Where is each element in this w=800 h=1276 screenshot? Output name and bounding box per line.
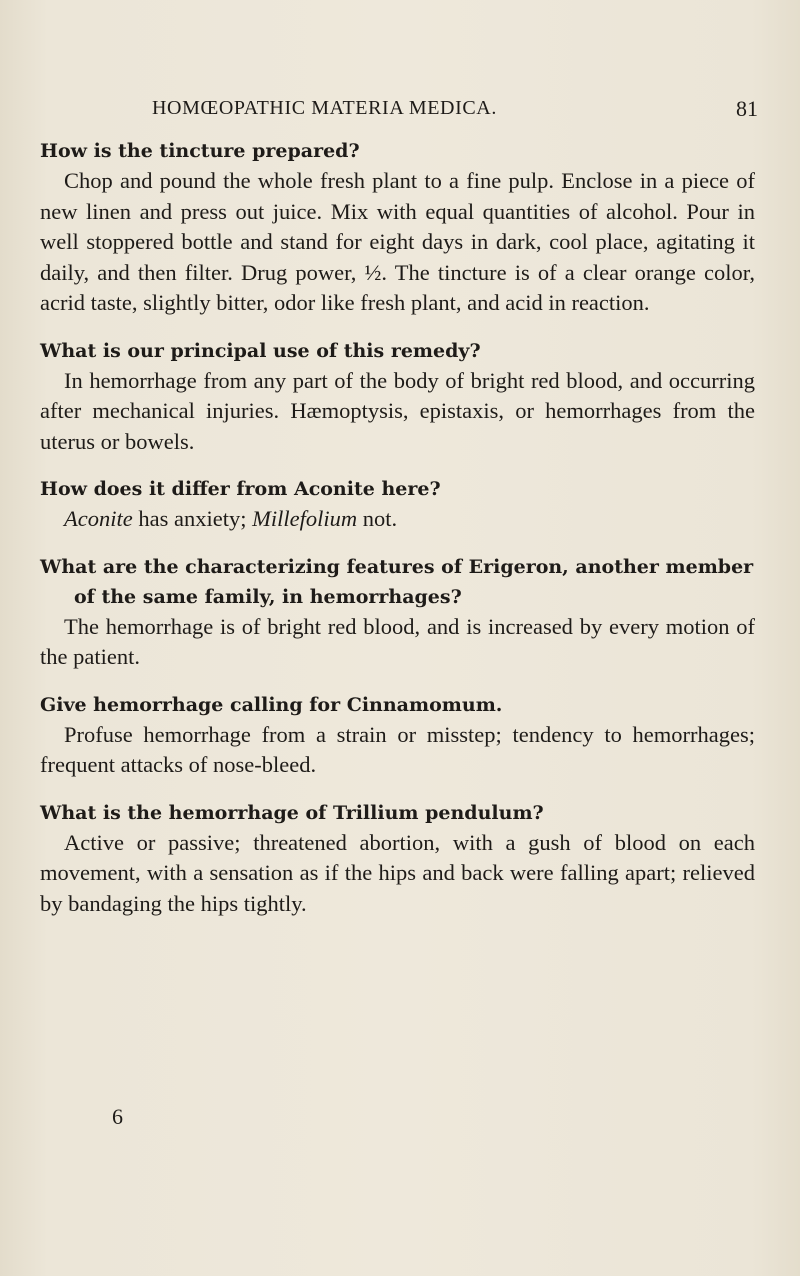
question-heading: How is the tincture prepared? <box>40 140 360 162</box>
answer-text: has anxiety; <box>132 506 253 531</box>
question-heading: What are the characterizing features of Erigeron, another member of the same family, in hemorrhages? <box>40 555 754 608</box>
answer-paragraph <box>40 504 755 535</box>
running-head-title: HOMŒOPATHIC MATERIA MEDICA. <box>152 97 497 119</box>
qa-block-erigeron <box>40 552 755 673</box>
question-heading: Give hemorrhage calling for Cinnamomum. <box>40 693 503 716</box>
question-heading: What is our principal use of this remedy? <box>40 339 481 362</box>
qa-block-trillium <box>40 798 755 920</box>
signature-mark: 6 <box>112 1104 123 1129</box>
remedy-name-aconite: Aconite <box>64 506 133 531</box>
answer-paragraph: In hemorrhage from any part of the body of bright red blood, and occurring after mechanical injuries. Hæmoptysis, epistaxis, or hemorrhages from the uterus or bowels. <box>40 367 755 454</box>
qa-block-aconite <box>40 474 755 535</box>
answer-paragraph: Profuse hemorrhage from a strain or misstep; tendency to hemorrhages; frequent attacks of nose-bleed. <box>40 721 755 777</box>
qa-block-cinnamomum <box>40 690 755 781</box>
answer-paragraph: Chop and pound the whole fresh plant to a fine pulp. Enclose in a piece of new linen and press out juice. Mix with equal quantities of alcohol. Pour in well stoppered bottle and stand for eight days in dark, cool place, agitating it daily, and then filter. Drug power, ½. The tincture is of a clear orange color, acrid taste, slightly bitter, odor like fresh plant, and acid in reaction. <box>40 168 755 315</box>
answer-text: not. <box>357 506 398 531</box>
page-content <box>40 136 755 936</box>
qa-block-principal-use <box>40 336 755 458</box>
answer-paragraph: Active or passive; threatened abortion, with a gush of blood on each movement, with a sensation as if the hips and back were falling apart; relieved by bandaging the hips tightly. <box>40 829 755 916</box>
remedy-name-millefolium: Millefolium <box>252 506 358 531</box>
answer-paragraph: The hemorrhage is of bright red blood, and is increased by every motion of the patient. <box>40 613 755 669</box>
question-heading: What is the hemorrhage of Trillium pendulum? <box>40 801 544 824</box>
question-heading: How does it differ from Aconite here? <box>40 478 441 500</box>
qa-block-tincture <box>40 136 755 319</box>
page-number: 81 <box>736 96 758 121</box>
running-head <box>40 97 760 129</box>
